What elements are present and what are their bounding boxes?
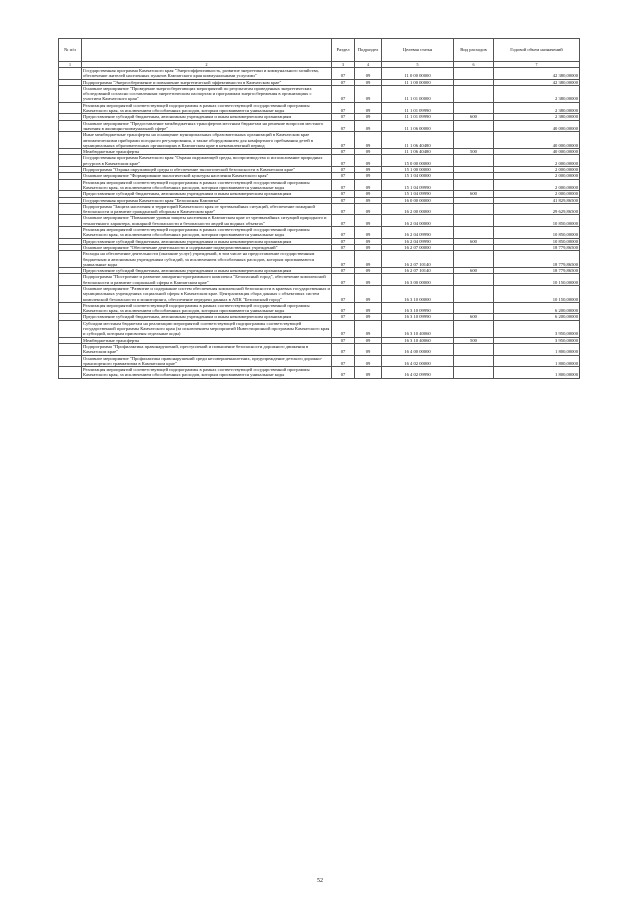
column-index: 6	[454, 62, 494, 68]
header-name	[82, 39, 332, 62]
row-section-cell: 07	[332, 355, 355, 367]
row-section-cell: 07	[332, 102, 355, 114]
row-name-cell: Предоставление субсидий бюджетным, автономным учреждениям и иным некоммерческим организациям	[82, 114, 332, 120]
row-name-cell: Основное мероприятие "Предоставление межбюджетных трансфертов местным бюджетам на решение вопросов местного значения в жилищно-коммунальной сфере"	[82, 120, 332, 132]
page-number: 52	[317, 878, 323, 884]
row-target-cell: 11 1 06 40480	[382, 132, 454, 149]
row-subsection-cell: 09	[355, 155, 382, 167]
row-section-cell: 07	[332, 238, 355, 244]
row-target-cell: 11 1 01 09990	[382, 102, 454, 114]
row-amount-cell: 40 000,00000	[494, 132, 580, 149]
row-subsection-cell: 09	[355, 238, 382, 244]
row-target-cell: 16 2 04 00000	[382, 215, 454, 227]
row-section-cell: 07	[332, 173, 355, 179]
row-target-cell: 16 3 10 40060	[382, 320, 454, 337]
header-section: Раздел	[332, 39, 355, 62]
row-subsection-cell: 09	[355, 68, 382, 80]
row-section-cell: 07	[332, 203, 355, 215]
table-row	[59, 302, 580, 314]
row-section-cell: 07	[332, 85, 355, 102]
row-target-cell: 16 0 00 00000	[382, 197, 454, 203]
row-amount-cell: 6 200,00000	[494, 314, 580, 320]
row-expense-type-cell	[454, 132, 494, 149]
row-section-cell: 07	[332, 274, 355, 286]
row-section-cell: 07	[332, 132, 355, 149]
row-num-cell	[59, 215, 82, 227]
row-subsection-cell: 09	[355, 285, 382, 302]
row-name-cell: Государственная программа Камчатского края "Безопасная Камчатка"	[82, 197, 332, 203]
row-expense-type-cell	[454, 155, 494, 167]
row-amount-cell: 1 800,00000	[494, 355, 580, 367]
header-num: № п/п	[59, 39, 82, 62]
row-section-cell: 07	[332, 155, 355, 167]
table-row	[59, 85, 580, 102]
row-section-cell: 07	[332, 244, 355, 250]
table-body	[59, 68, 580, 379]
row-expense-type-cell	[454, 302, 494, 314]
row-section-cell: 07	[332, 251, 355, 268]
row-amount-cell: 2 000,00000	[494, 155, 580, 167]
row-target-cell: 16 4 02 00000	[382, 355, 454, 367]
row-expense-type-cell	[454, 355, 494, 367]
row-target-cell: 11 1 00 00000	[382, 79, 454, 85]
row-amount-cell: 2 380,00000	[494, 102, 580, 114]
row-name-cell: Предоставление субсидий бюджетным, автономным учреждениям и иным некоммерческим организациям	[82, 191, 332, 197]
row-subsection-cell: 09	[355, 79, 382, 85]
row-target-cell: 16 2 07 00000	[382, 244, 454, 250]
row-name-cell: Основное мероприятие "Развитие и содержание систем обеспечения комплексной безопасности в краевых государственных и муниципальных учреждениях социальной сферы в Камчатском крае. Централизация сбора данных с объектовых систем комплексной безопасности и мониторинга, обеспечение передачи данных в АПК "Безопасный город"	[83, 285, 331, 302]
table-row	[59, 367, 580, 379]
table-row	[59, 227, 580, 239]
row-amount-cell: 1 800,00000	[494, 343, 580, 355]
row-num-cell	[59, 227, 82, 239]
row-expense-type-cell	[454, 367, 494, 379]
row-amount-cell: 10 850,00000	[494, 227, 580, 239]
row-target-cell: 16 2 04 09990	[382, 227, 454, 239]
row-section-cell: 07	[332, 191, 355, 197]
row-name-cell: Основное мероприятие "Обеспечение деятельности и содержание подведомственных учреждений"	[82, 244, 332, 250]
row-subsection-cell: 09	[355, 355, 382, 367]
row-num-cell	[59, 343, 82, 355]
row-subsection-cell: 09	[355, 197, 382, 203]
row-target-cell: 11 0 00 00000	[382, 68, 454, 80]
row-expense-type-cell	[454, 251, 494, 268]
row-name-cell: Государственная программа Камчатского края "Энергоэффективность, развитие энергетики и коммунального хозяйства, обеспечение жителей населенных пунктов Камчатского края коммунальными услугами"	[82, 68, 332, 80]
row-target-cell: 15 0 00 00000	[382, 155, 454, 167]
row-subsection-cell: 09	[355, 85, 382, 102]
row-num-cell	[59, 155, 82, 167]
row-target-cell: 16 4 02 09990	[382, 367, 454, 379]
row-target-cell: 15 1 00 00000	[382, 167, 454, 173]
row-subsection-cell: 09	[355, 227, 382, 239]
row-num-cell	[59, 274, 82, 286]
row-amount-cell: 18 779,86500	[494, 244, 580, 250]
header-expense-type: Вид расходов	[454, 39, 494, 62]
table-row	[59, 215, 580, 227]
column-index: 5	[382, 62, 454, 68]
row-target-cell: 16 2 07 10140	[382, 268, 454, 274]
row-section-cell: 07	[332, 215, 355, 227]
row-expense-type-cell	[454, 85, 494, 102]
row-subsection-cell: 09	[355, 320, 382, 337]
row-expense-type-cell	[454, 102, 494, 114]
row-name-cell: Реализация мероприятий соответствующей подпрограммы в рамках соответствующей государственной программы Камчатского края, за исключением обособленных расходов, которым присваиваются уникальные коды	[82, 179, 332, 191]
row-num-cell	[59, 367, 82, 379]
row-subsection-cell: 09	[355, 120, 382, 132]
header-subsection: Подраздел	[355, 39, 382, 62]
table-row	[59, 355, 580, 367]
row-target-cell: 16 2 00 00000	[382, 203, 454, 215]
row-amount-cell: 41 829,86500	[494, 197, 580, 203]
row-num-cell	[59, 285, 82, 302]
row-name-cell: Реализация мероприятий соответствующей подпрограммы в рамках соответствующей государственной программы Камчатского края, за исключением обособленных расходов, которым присваиваются уникальные коды	[82, 102, 332, 114]
row-name-cell: Иные межбюджетные трансферты на оснащение муниципальных образовательных организаций в Камчатском крае автоматическими приборами погодного регулирования, а также оборудованием для комфортного пребывания детей в муниципальных образовательных организациях в Камчатском крае в некомплектный период	[82, 132, 332, 149]
row-section-cell: 07	[332, 320, 355, 337]
row-name-cell: Реализация мероприятий соответствующей подпрограммы в рамках соответствующей государственной программы Камчатского края, за исключением обособленных расходов, которым присваиваются уникальные коды	[82, 227, 332, 239]
row-amount-cell: 18 779,86500	[494, 268, 580, 274]
row-num-cell	[59, 132, 82, 149]
row-expense-type-cell	[454, 68, 494, 80]
row-name-cell: Подпрограмма "Профилактика правонарушений, преступлений и повышение безопасности дорожного движения в Камчатском крае"	[82, 343, 332, 355]
row-amount-cell: 42 380,00000	[494, 68, 580, 80]
row-target-cell: 16 4 00 00000	[382, 343, 454, 355]
row-name-cell: Субсидии местным бюджетам на реализацию мероприятий соответствующей подпрограммы соответствующей государственной программы Камчатского края (за исключением мероприятий Инвестиционной программы Камчатского края и субсидий, которым присвоены отдельные коды)	[82, 320, 332, 337]
table-row	[59, 343, 580, 355]
header-amount: Годовой объем назначений	[494, 39, 580, 62]
row-name-cell: Реализация мероприятий соответствующей подпрограммы в рамках соответствующей государственной программы Камчатского края, за исключением обособленных расходов, которым присваиваются уникальные коды	[82, 367, 332, 379]
row-expense-type-cell: 600	[454, 314, 494, 320]
row-amount-cell: 40 000,00000	[494, 120, 580, 132]
row-subsection-cell: 09	[355, 268, 382, 274]
row-subsection-cell: 09	[355, 337, 382, 343]
row-name-cell: Основное мероприятие "Повышение уровня защиты населения в Камчатском крае от чрезвычайных ситуаций природного и техногенного характера, пожарной безопасности и безопасности людей на водных объектах"	[82, 215, 332, 227]
row-amount-cell: 2 000,00000	[494, 167, 580, 173]
row-target-cell: 16 3 10 09990	[382, 314, 454, 320]
row-section-cell: 07	[332, 343, 355, 355]
column-index: 2	[82, 62, 332, 68]
row-expense-type-cell	[454, 320, 494, 337]
budget-table-page	[58, 38, 579, 379]
row-num-cell	[59, 302, 82, 314]
row-target-cell: 15 1 04 00000	[382, 173, 454, 179]
row-expense-type-cell	[454, 215, 494, 227]
row-target-cell: 11 1 01 09990	[382, 114, 454, 120]
column-index: 1	[59, 62, 82, 68]
row-section-cell: 07	[332, 302, 355, 314]
table-row	[59, 179, 580, 191]
row-name-cell: Основное мероприятие "Формирование экологической культуры населения Камчатского края"	[82, 173, 332, 179]
row-expense-type-cell	[454, 285, 494, 302]
row-section-cell: 07	[332, 337, 355, 343]
row-target-cell: 16 2 04 09990	[382, 238, 454, 244]
header-target: Целевая статья	[382, 39, 454, 62]
row-amount-cell: 10 850,00000	[494, 238, 580, 244]
row-amount-cell: 2 000,00000	[494, 179, 580, 191]
row-subsection-cell: 09	[355, 244, 382, 250]
table-row	[59, 120, 580, 132]
row-subsection-cell: 09	[355, 173, 382, 179]
row-target-cell: 16 3 10 09990	[382, 302, 454, 314]
row-section-cell: 07	[332, 197, 355, 203]
column-index: 3	[332, 62, 355, 68]
row-num-cell	[59, 68, 82, 80]
row-section-cell: 07	[332, 314, 355, 320]
row-expense-type-cell: 600	[454, 268, 494, 274]
column-index: 7	[494, 62, 580, 68]
row-subsection-cell: 09	[355, 179, 382, 191]
row-num-cell	[59, 102, 82, 114]
row-target-cell: 16 3 10 40060	[382, 337, 454, 343]
row-name-cell: Подпрограмма "Энергосбережение и повышение энергетической эффективности в Камчатском крае"	[82, 79, 332, 85]
row-subsection-cell: 09	[355, 274, 382, 286]
row-target-cell: 16 3 00 00000	[382, 274, 454, 286]
row-num-cell	[59, 85, 82, 102]
row-section-cell: 07	[332, 227, 355, 239]
row-amount-cell: 10 150,00000	[494, 285, 580, 302]
row-num-cell	[59, 203, 82, 215]
row-num-cell	[59, 120, 82, 132]
row-section-cell: 07	[332, 268, 355, 274]
row-target-cell: 16 3 10 00000	[382, 285, 454, 302]
row-section-cell: 07	[332, 167, 355, 173]
row-amount-cell: 2 000,00000	[494, 173, 580, 179]
row-amount-cell: 2 380,00000	[494, 114, 580, 120]
row-expense-type-cell	[454, 343, 494, 355]
row-name-cell: Расходы на обеспечение деятельности (оказание услуг) учреждений, в том числе на предоставление государственным бюджетным и автономным учреждениям субсидий, за исключением обособленных расходов, которым присваиваются уникальные коды	[82, 251, 332, 268]
row-subsection-cell: 09	[355, 102, 382, 114]
row-name-cell: Основное мероприятие "Проведение энергосберегающих мероприятий по результатам проведенных энергетических обследований согласно составленным энергетическим паспортам и программам энергосбережения в организациях с участием Камчатского края"	[82, 85, 332, 102]
row-amount-cell: 10 850,00000	[494, 215, 580, 227]
row-name-cell: Реализация мероприятий соответствующей подпрограммы в рамках соответствующей государственной программы Камчатского края, за исключением обособленных расходов, которым присваиваются уникальные коды	[82, 302, 332, 314]
row-amount-cell: 2 000,00000	[494, 191, 580, 197]
row-section-cell: 07	[332, 120, 355, 132]
row-name-cell: Межбюджетные трансферты	[82, 337, 332, 343]
row-expense-type-cell: 600	[454, 238, 494, 244]
table-row	[59, 320, 580, 337]
row-section-cell: 07	[332, 149, 355, 155]
row-target-cell: 16 2 07 10140	[382, 251, 454, 268]
table-row	[59, 68, 580, 80]
row-name-cell: Предоставление субсидий бюджетным, автономным учреждениям и иным некоммерческим организациям	[82, 314, 332, 320]
row-section-cell: 07	[332, 285, 355, 302]
row-subsection-cell: 09	[355, 343, 382, 355]
row-name-cell: Предоставление субсидий бюджетным, автономным учреждениям и иным некоммерческим организациям	[82, 268, 332, 274]
row-amount-cell: 3 950,00000	[494, 337, 580, 343]
header-row	[59, 39, 580, 62]
row-name-cell: Подпрограмма "Охрана окружающей среды и обеспечение экологической безопасности в Камчатском крае"	[82, 167, 332, 173]
table-row	[59, 132, 580, 149]
row-section-cell: 07	[332, 367, 355, 379]
row-amount-cell: 10 150,00000	[494, 274, 580, 286]
table-row	[59, 155, 580, 167]
table-row	[59, 251, 580, 268]
row-amount-cell: 29 629,86500	[494, 203, 580, 215]
row-subsection-cell: 09	[355, 191, 382, 197]
row-expense-type-cell	[454, 120, 494, 132]
row-expense-type-cell	[454, 227, 494, 239]
row-subsection-cell: 09	[355, 132, 382, 149]
row-amount-cell: 3 950,00000	[494, 320, 580, 337]
row-section-cell: 07	[332, 68, 355, 80]
row-amount-cell: 42 380,00000	[494, 79, 580, 85]
row-target-cell: 11 1 01 00000	[382, 85, 454, 102]
row-expense-type-cell: 500	[454, 149, 494, 155]
row-num-cell	[59, 179, 82, 191]
row-amount-cell: 6 200,00000	[494, 302, 580, 314]
row-expense-type-cell: 500	[454, 337, 494, 343]
row-target-cell: 11 1 06 00000	[382, 120, 454, 132]
row-subsection-cell: 09	[355, 302, 382, 314]
table-row	[59, 285, 580, 302]
row-amount-cell: 1 800,00000	[494, 367, 580, 379]
column-index: 4	[355, 62, 382, 68]
row-subsection-cell: 09	[355, 215, 382, 227]
row-amount-cell: 18 779,86500	[494, 251, 580, 268]
row-name-cell: Подпрограмма "Защита населения и территорий Камчатского края от чрезвычайных ситуаций, обеспечение пожарной безопасности и развитие гражданской обороны в Камчатском крае"	[82, 203, 332, 215]
row-target-cell: 15 1 04 09990	[382, 179, 454, 191]
row-name-cell: Подпрограмма "Построение и развитие аппаратно-программного комплекса "Безопасный город", обеспечение комплексной безопасности и развитие социальной сферы в Камчатском крае"	[82, 274, 332, 286]
row-subsection-cell: 09	[355, 251, 382, 268]
row-num-cell	[59, 355, 82, 367]
row-name-cell: Государственная программа Камчатского края "Охрана окружающей среды, воспроизводство и использование природных ресурсов в Камчатском крае"	[82, 155, 332, 167]
row-subsection-cell: 09	[355, 203, 382, 215]
row-expense-type-cell	[454, 274, 494, 286]
row-num-cell	[59, 251, 82, 268]
row-amount-cell: 40 000,00000	[494, 149, 580, 155]
row-section-cell: 07	[332, 79, 355, 85]
row-target-cell: 11 1 06 40480	[382, 149, 454, 155]
row-name-cell: Основное мероприятие "Профилактика правонарушений среди несовершеннолетних, предупреждение детского дорожно-транспортного травматизма в Камчатском крае"	[82, 355, 332, 367]
row-subsection-cell: 09	[355, 149, 382, 155]
row-subsection-cell: 09	[355, 167, 382, 173]
row-target-cell: 15 1 04 09990	[382, 191, 454, 197]
row-expense-type-cell	[454, 203, 494, 215]
row-section-cell: 07	[332, 179, 355, 191]
row-name-cell: Межбюджетные трансферты	[82, 149, 332, 155]
table-row	[59, 203, 580, 215]
row-section-cell: 07	[332, 114, 355, 120]
budget-table	[58, 38, 580, 379]
row-subsection-cell: 09	[355, 367, 382, 379]
row-expense-type-cell: 600	[454, 191, 494, 197]
row-expense-type-cell	[454, 179, 494, 191]
table-row	[59, 274, 580, 286]
row-subsection-cell: 09	[355, 114, 382, 120]
row-num-cell	[59, 320, 82, 337]
table-row	[59, 102, 580, 114]
row-name-cell: Предоставление субсидий бюджетным, автономным учреждениям и иным некоммерческим организациям	[82, 238, 332, 244]
row-expense-type-cell: 600	[454, 114, 494, 120]
row-amount-cell: 2 380,00000	[494, 85, 580, 102]
row-subsection-cell: 09	[355, 314, 382, 320]
